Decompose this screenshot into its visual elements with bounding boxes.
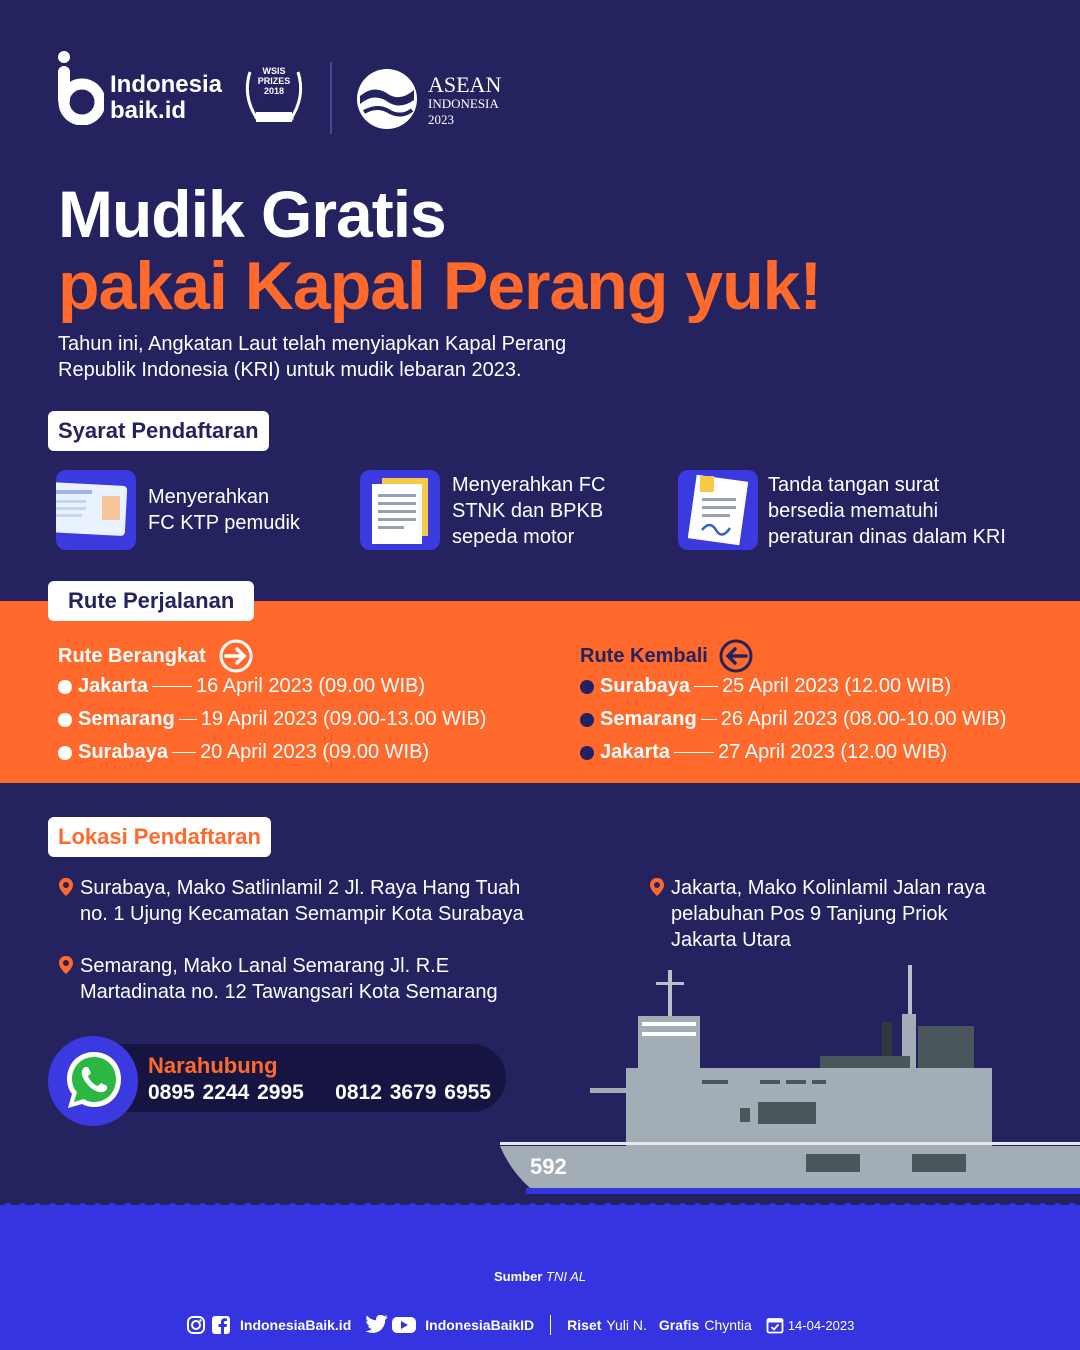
warship-illustration: [490, 960, 1080, 1210]
rute-kembali-list: [580, 670, 1006, 769]
lokasi-1-line1: Surabaya, Mako Satlinlamil 2 Jl. Raya Hang Tuah: [80, 877, 521, 899]
route-city: Jakarta: [78, 675, 149, 697]
rute-kembali-label: Rute Kembali: [580, 644, 708, 667]
brand-line2: baik.id: [110, 97, 187, 124]
contact-title: Narahubung: [148, 1053, 278, 1078]
route-city: Semarang: [600, 708, 697, 730]
route-date: 19 April 2023 (09.00-13.00 WIB): [200, 708, 487, 730]
youtube-icon[interactable]: [391, 1315, 417, 1335]
req-icon-box-2: [360, 470, 440, 550]
publish-date: 14-04-2023: [787, 1317, 855, 1333]
lokasi-item-1: [80, 875, 524, 927]
wsis-line4: WINNER: [259, 103, 289, 110]
social-handle-2[interactable]: IndonesiaBaikID: [425, 1317, 535, 1333]
lokasi-3-line3: Jakarta Utara: [671, 929, 792, 951]
route-city: Surabaya: [78, 741, 169, 763]
lokasi-heading: Lokasi Pendaftaran: [48, 817, 271, 857]
whatsapp-icon[interactable]: [62, 1048, 126, 1112]
asean-sub-line1: INDONESIA: [428, 96, 499, 111]
asean-title: ASEAN: [428, 72, 502, 97]
route-date: 25 April 2023 (12.00 WIB): [722, 675, 952, 697]
route-date: 27 April 2023 (12.00 WIB): [718, 741, 948, 763]
req-1-line2: FC KTP pemudik: [148, 512, 300, 534]
contact-numbers[interactable]: 0895 2244 2995 0812 3679 6955: [148, 1081, 491, 1104]
req-2-line1: Menyerahkan FC: [452, 474, 606, 496]
route-row: [580, 736, 1006, 769]
rute-berangkat-list: [58, 670, 486, 769]
lokasi-2-line2: Martadinata no. 12 Tawangsari Kota Semarang: [80, 981, 498, 1003]
syarat-heading: Syarat Pendaftaran: [48, 411, 269, 451]
req-2-line3: sepeda motor: [452, 526, 575, 548]
route-date: 16 April 2023 (09.00 WIB): [196, 675, 426, 697]
riset-label: Riset: [567, 1317, 602, 1333]
req-text-3: [768, 472, 1006, 550]
source-value: TNI AL: [546, 1269, 586, 1284]
facebook-icon[interactable]: [210, 1315, 232, 1335]
ib-logo-icon: [56, 50, 104, 125]
calendar-icon: [766, 1316, 784, 1334]
lokasi-2-line1: Semarang, Mako Lanal Semarang Jl. R.E: [80, 955, 450, 977]
route-row: [58, 703, 486, 736]
hull-number: 592: [530, 1154, 567, 1179]
req-1-line1: Menyerahkan: [148, 486, 270, 508]
source-line: [0, 1269, 1080, 1284]
route-row: [580, 703, 1006, 736]
page-title-line2: pakai Kapal Perang yuk!: [58, 248, 822, 324]
route-date: 20 April 2023 (09.00 WIB): [200, 741, 430, 763]
req-icon-box-3: [678, 470, 758, 550]
riset-value: Yuli N.: [606, 1317, 647, 1333]
req-3-line3: peraturan dinas dalam KRI: [768, 526, 1006, 548]
rute-kembali-header: [580, 638, 754, 674]
wsis-url: www.wsis.org: [254, 115, 294, 121]
rute-heading: Rute Perjalanan: [48, 581, 254, 621]
header-divider: [330, 62, 332, 134]
brand-name: [110, 72, 222, 124]
req-3-line1: Tanda tangan surat: [768, 474, 940, 496]
location-pin-icon: [58, 955, 74, 975]
location-pin-icon: [649, 877, 665, 897]
arrow-left-circle-icon: [718, 638, 754, 674]
rute-berangkat-header: [58, 638, 254, 674]
req-3-line2: bersedia mematuhi: [768, 500, 939, 522]
indonesiabaik-logo: [56, 50, 236, 130]
social-handle-1[interactable]: IndonesiaBaik.id: [240, 1317, 352, 1333]
lokasi-3-line1: Jakarta, Mako Kolinlamil Jalan raya: [671, 877, 986, 899]
lokasi-item-2: [80, 953, 498, 1005]
route-city: Semarang: [78, 708, 175, 730]
wsis-line1: WSIS: [262, 66, 286, 76]
wave-edge: [0, 1196, 1080, 1210]
route-city: Surabaya: [600, 675, 691, 697]
documents-icon: [360, 470, 440, 550]
asean-sub-line2: 2023: [428, 112, 454, 127]
rute-berangkat-label: Rute Berangkat: [58, 644, 206, 667]
wsis-line3: 2018: [263, 86, 285, 96]
route-city: Jakarta: [600, 741, 671, 763]
lokasi-item-3: [671, 875, 986, 953]
footer-credits: [186, 1314, 854, 1336]
asean-subtitle: [428, 96, 499, 128]
id-card-icon: [56, 470, 136, 550]
wsis-badge: [240, 62, 308, 132]
req-icon-box-1: [56, 470, 136, 550]
source-label: Sumber: [493, 1269, 543, 1284]
page-title-line1: Mudik Gratis: [58, 177, 446, 251]
asean-logo-icon: [354, 66, 420, 132]
wsis-text: [240, 66, 308, 123]
instagram-icon[interactable]: [186, 1315, 206, 1335]
route-row: [580, 670, 1006, 703]
route-date: 26 April 2023 (08.00-10.00 WIB): [720, 708, 1007, 730]
req-text-2: [452, 472, 605, 550]
location-pin-icon: [58, 877, 74, 897]
wsis-line2: PRIZES: [257, 76, 291, 86]
brand-line1: Indonesia: [110, 71, 223, 98]
req-2-line2: STNK dan BPKB: [452, 500, 604, 522]
lokasi-1-line2: no. 1 Ujung Kecamatan Semampir Kota Surabaya: [80, 903, 524, 925]
signed-letter-icon: [678, 470, 758, 550]
grafis-value: Chyntia: [704, 1317, 752, 1333]
route-row: [58, 670, 486, 703]
arrow-right-circle-icon: [218, 638, 254, 674]
lokasi-3-line2: pelabuhan Pos 9 Tanjung Priok: [671, 903, 948, 925]
req-text-1: [148, 484, 300, 536]
route-row: [58, 736, 486, 769]
intro-text: Tahun ini, Angkatan Laut telah menyiapkan Kapal Perang Republik Indonesia (KRI) untuk mudik lebaran 2023.: [58, 333, 567, 381]
grafis-label: Grafis: [658, 1317, 700, 1333]
twitter-icon[interactable]: [365, 1315, 389, 1335]
